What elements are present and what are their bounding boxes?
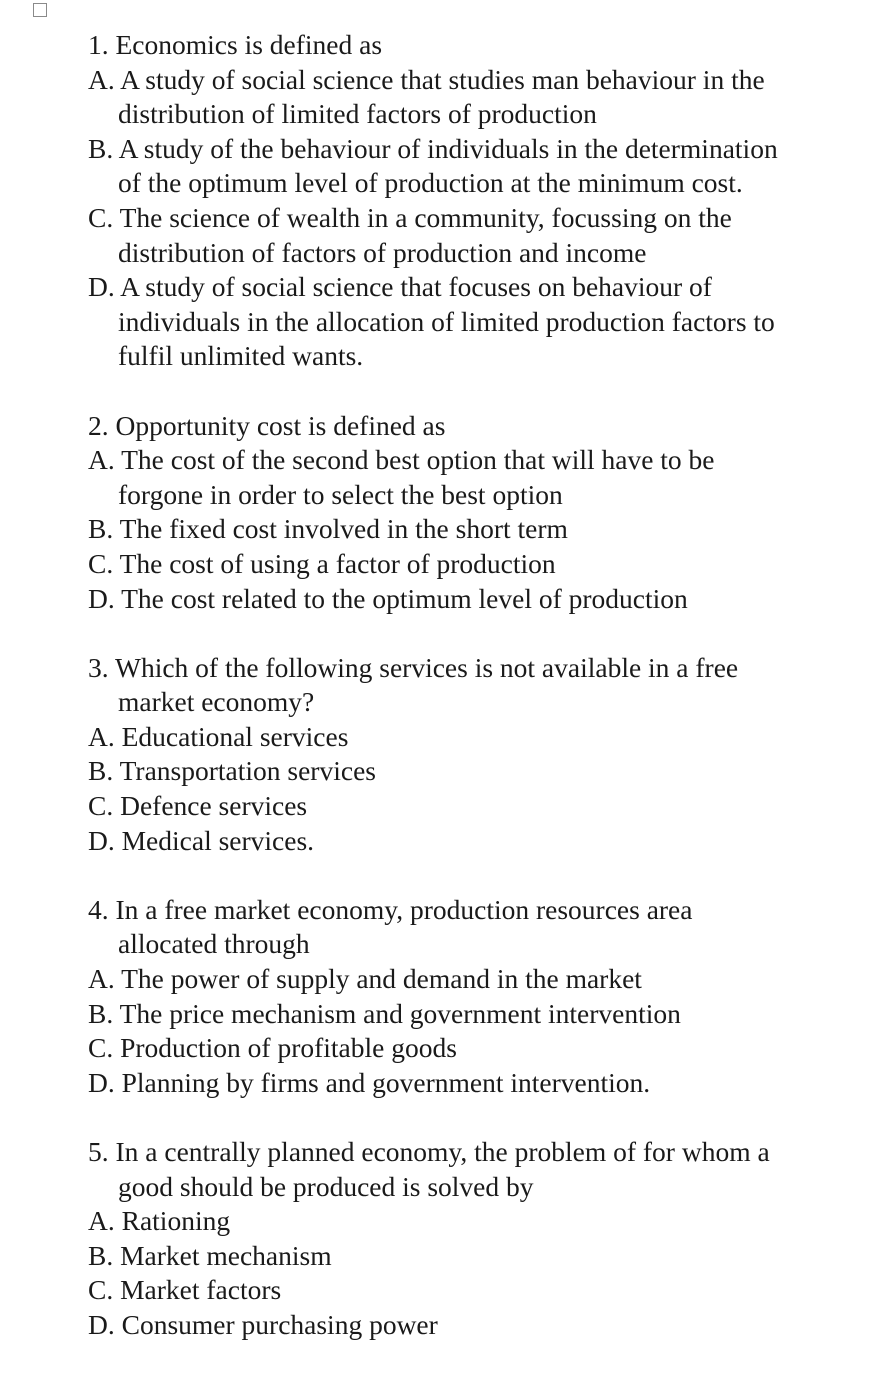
option-c[interactable]: C. The science of wealth in a community, focussing on the distribution of factors of production and income xyxy=(88,201,732,268)
option-b[interactable]: B. A study of the behaviour of individuals in the determination of the optimum level of production at the minimum cost. xyxy=(88,132,778,199)
option-c[interactable]: C. Market factors xyxy=(88,1274,282,1306)
question-stem: 4. In a free market economy, production resources area allocated through xyxy=(88,893,693,960)
option-a[interactable]: A. A study of social science that studies man behaviour in the distribution of limited factors of production xyxy=(88,63,765,130)
option-b[interactable]: B. Transportation services xyxy=(88,755,376,787)
option-d[interactable]: D. The cost related to the optimum level of production xyxy=(88,582,688,614)
option-b[interactable]: B. The fixed cost involved in the short term xyxy=(88,513,568,545)
select-checkbox[interactable] xyxy=(33,3,47,17)
question-5 xyxy=(88,1135,788,1343)
option-a[interactable]: A. The power of supply and demand in the market xyxy=(88,963,642,995)
option-d[interactable]: D. Planning by firms and government intervention. xyxy=(88,1066,651,1098)
option-d[interactable]: D. Consumer purchasing power xyxy=(88,1308,438,1340)
option-c[interactable]: C. Production of profitable goods xyxy=(88,1032,457,1064)
question-2 xyxy=(88,409,788,617)
question-1 xyxy=(88,28,788,374)
question-stem: 5. In a centrally planned economy, the problem of for whom a good should be produced is solved by xyxy=(88,1136,770,1202)
option-c[interactable]: C. The cost of using a factor of production xyxy=(88,547,556,579)
option-b[interactable]: B. Market mechanism xyxy=(88,1239,332,1271)
question-document xyxy=(88,28,788,1377)
question-4 xyxy=(88,893,788,1101)
question-3 xyxy=(88,651,788,859)
question-stem: 2. Opportunity cost is defined as xyxy=(88,409,446,441)
question-stem: 3. Which of the following services is not available in a free market economy? xyxy=(88,651,739,718)
option-c[interactable]: C. Defence services xyxy=(88,790,308,822)
option-d[interactable]: D. Medical services. xyxy=(88,824,315,856)
option-a[interactable]: A. The cost of the second best option that will have to be forgone in order to select the best option xyxy=(88,444,715,510)
option-b[interactable]: B. The price mechanism and government intervention xyxy=(88,997,681,1029)
question-stem: 1. Economics is defined as xyxy=(88,29,383,60)
option-a[interactable]: A. Rationing xyxy=(88,1205,231,1237)
option-d[interactable]: D. A study of social science that focuses on behaviour of individuals in the allocation of limited production factors to fulfil unlimited wants. xyxy=(88,271,775,372)
option-a[interactable]: A. Educational services xyxy=(88,720,349,752)
